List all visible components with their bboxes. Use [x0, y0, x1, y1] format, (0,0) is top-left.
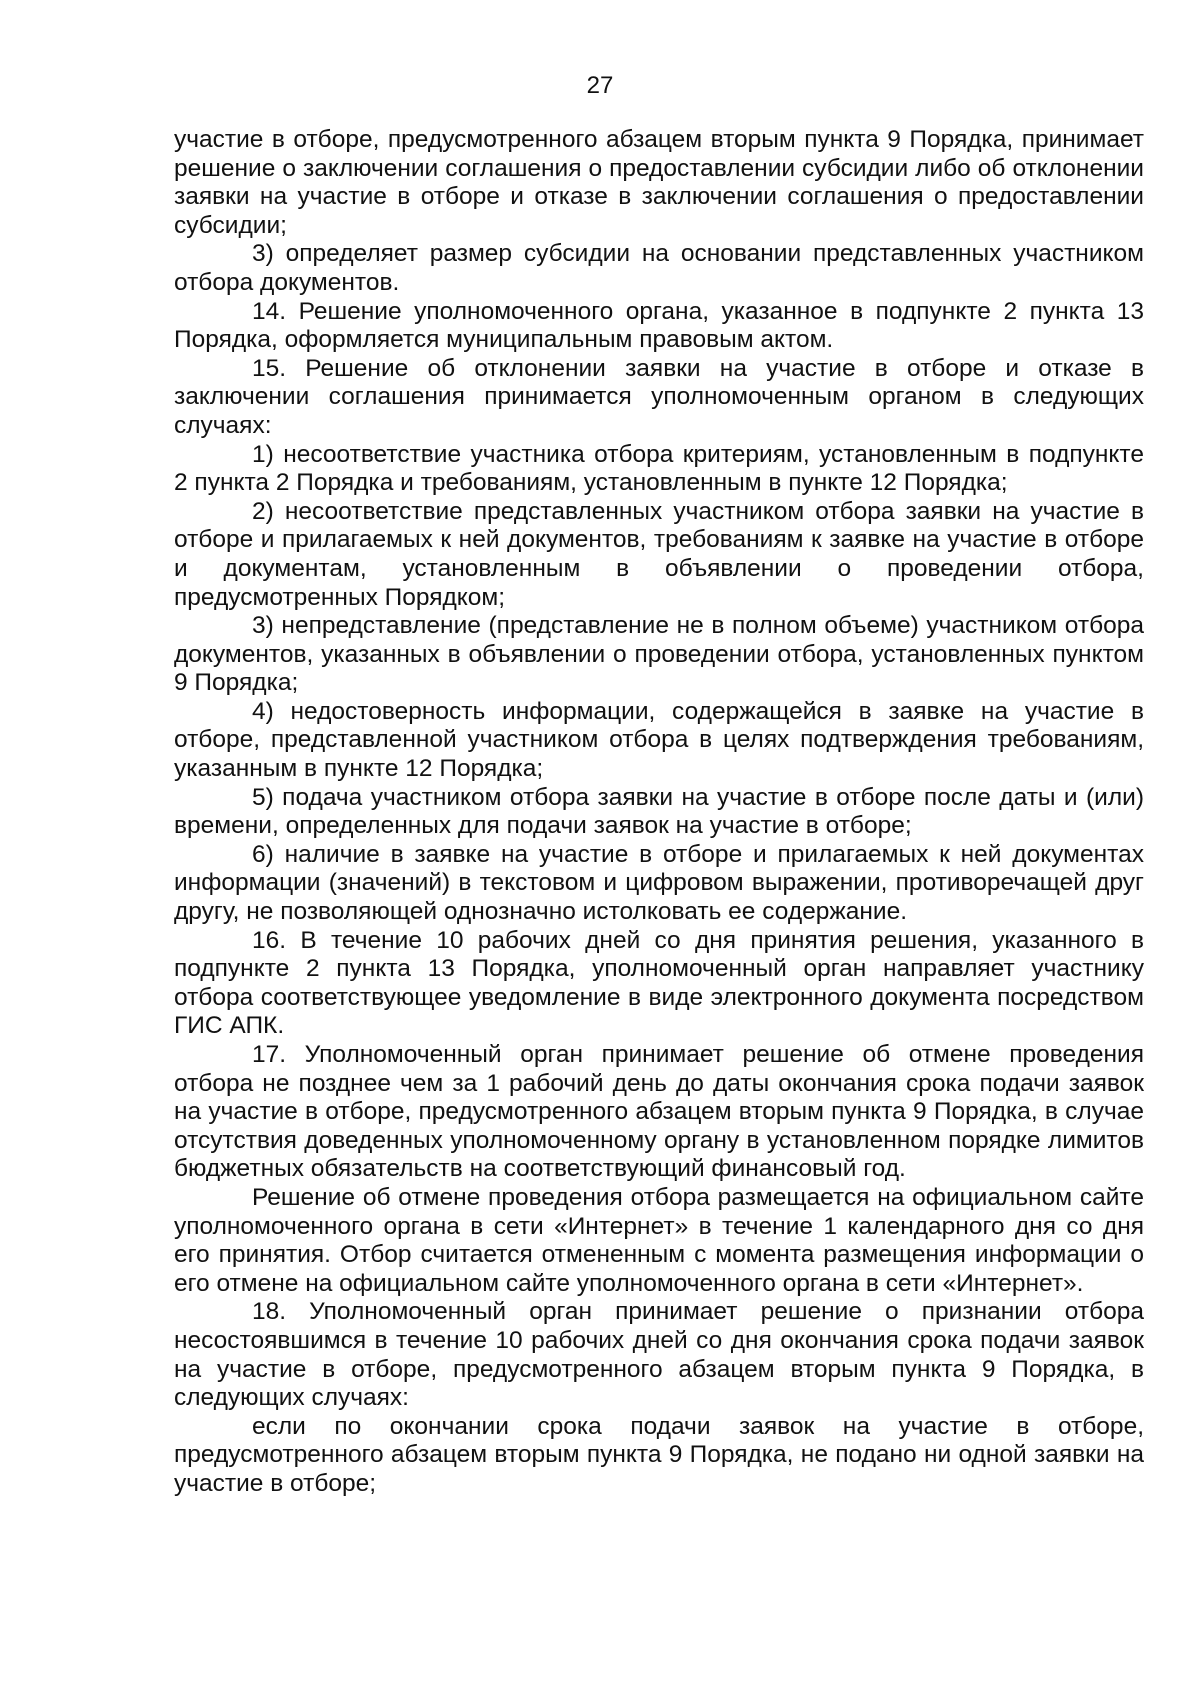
- paragraph-18: 18. Уполномоченный орган принимает решение о признании отбора несостоявшимся в течение 10 рабочих дней со дня окончания срока подачи заявок на участие в отборе, предусмотренного абзацем вторым пункта 9 Порядка, в следующих случаях:: [174, 1298, 1144, 1412]
- paragraph-item-3-subsidy-size: 3) определяет размер субсидии на основании представленных участником отбора документов.: [174, 240, 1144, 296]
- paragraph-17: 17. Уполномоченный орган принимает решение об отмене проведения отбора не позднее чем за 1 рабочий день до даты окончания срока подачи заявок на участие в отборе, предусмотренного абзацем вторым пункта 9 Порядка, в случае отсутствия доведенных уполномоченному органу в установленном порядке лимитов бюджетных обязательств на соответствующий финансовый год.: [174, 1041, 1144, 1183]
- paragraph-15-item-2: 2) несоответствие представленных участником отбора заявки на участие в отборе и прилагаемых к ней документов, требованиям к заявке на участие в отборе и документам, установленным в объявлении о проведении отбора, предусмотренных Порядком;: [174, 497, 1144, 611]
- paragraph-18-case-no-applications: если по окончании срока подачи заявок на участие в отборе, предусмотренного абзацем вторым пункта 9 Порядка, не подано ни одной заявки на участие в отборе;: [174, 1412, 1144, 1497]
- page-number: 27: [586, 72, 614, 99]
- paragraph-15-item-4: 4) недостоверность информации, содержащейся в заявке на участие в отборе, представленной участником отбора в целях подтверждения требованиям, указанным в пункте 12 Порядка;: [174, 697, 1144, 783]
- paragraph-14: 14. Решение уполномоченного органа, указанное в подпункте 2 пункта 13 Порядка, оформляется муниципальным правовым актом.: [174, 297, 1144, 354]
- paragraph-17-cancellation-publication: Решение об отмене проведения отбора размещается на официальном сайте уполномоченного органа в сети «Интернет» в течение 1 календарного дня со дня его принятия. Отбор считается отмененным с момента размещения информации о его отмене на официальном сайте уполномоченного органа в сети «Интернет».: [174, 1183, 1144, 1297]
- paragraph-16: 16. В течение 10 рабочих дней со дня принятия решения, указанного в подпункте 2 пункта 13 Порядка, уполномоченный орган направляет участнику отбора соответствующее уведомление в виде электронного документа посредством ГИС АПК.: [174, 926, 1144, 1040]
- paragraph-15-item-6: 6) наличие в заявке на участие в отборе и прилагаемых к ней документах информации (значений) в текстовом и цифровом выражении, противоречащей друг другу, не позволяющей однозначно истолковать ее содержание.: [174, 840, 1144, 926]
- document-body: [174, 126, 1144, 1499]
- paragraph-15-item-5: 5) подача участником отбора заявки на участие в отборе после даты и (или) времени, определенных для подачи заявок на участие в отборе;: [174, 783, 1144, 840]
- paragraph-15: 15. Решение об отклонении заявки на участие в отборе и отказе в заключении соглашения принимается уполномоченным органом в следующих случаях:: [174, 354, 1144, 439]
- paragraph-continuation: участие в отборе, предусмотренного абзацем вторым пункта 9 Порядка, принимает решение о заключении соглашения о предоставлении субсидии либо об отклонении заявки на участие в отборе и отказе в заключении соглашения о предоставлении субсидии;: [174, 126, 1144, 239]
- paragraph-15-item-3: 3) непредставление (представление не в полном объеме) участником отбора документов, указанных в объявлении о проведении отбора, установленных пунктом 9 Порядка;: [174, 612, 1144, 697]
- paragraph-15-item-1: 1) несоответствие участника отбора критериям, установленным в подпункте 2 пункта 2 Порядка и требованиям, установленным в пункте 12 Порядка;: [174, 440, 1144, 497]
